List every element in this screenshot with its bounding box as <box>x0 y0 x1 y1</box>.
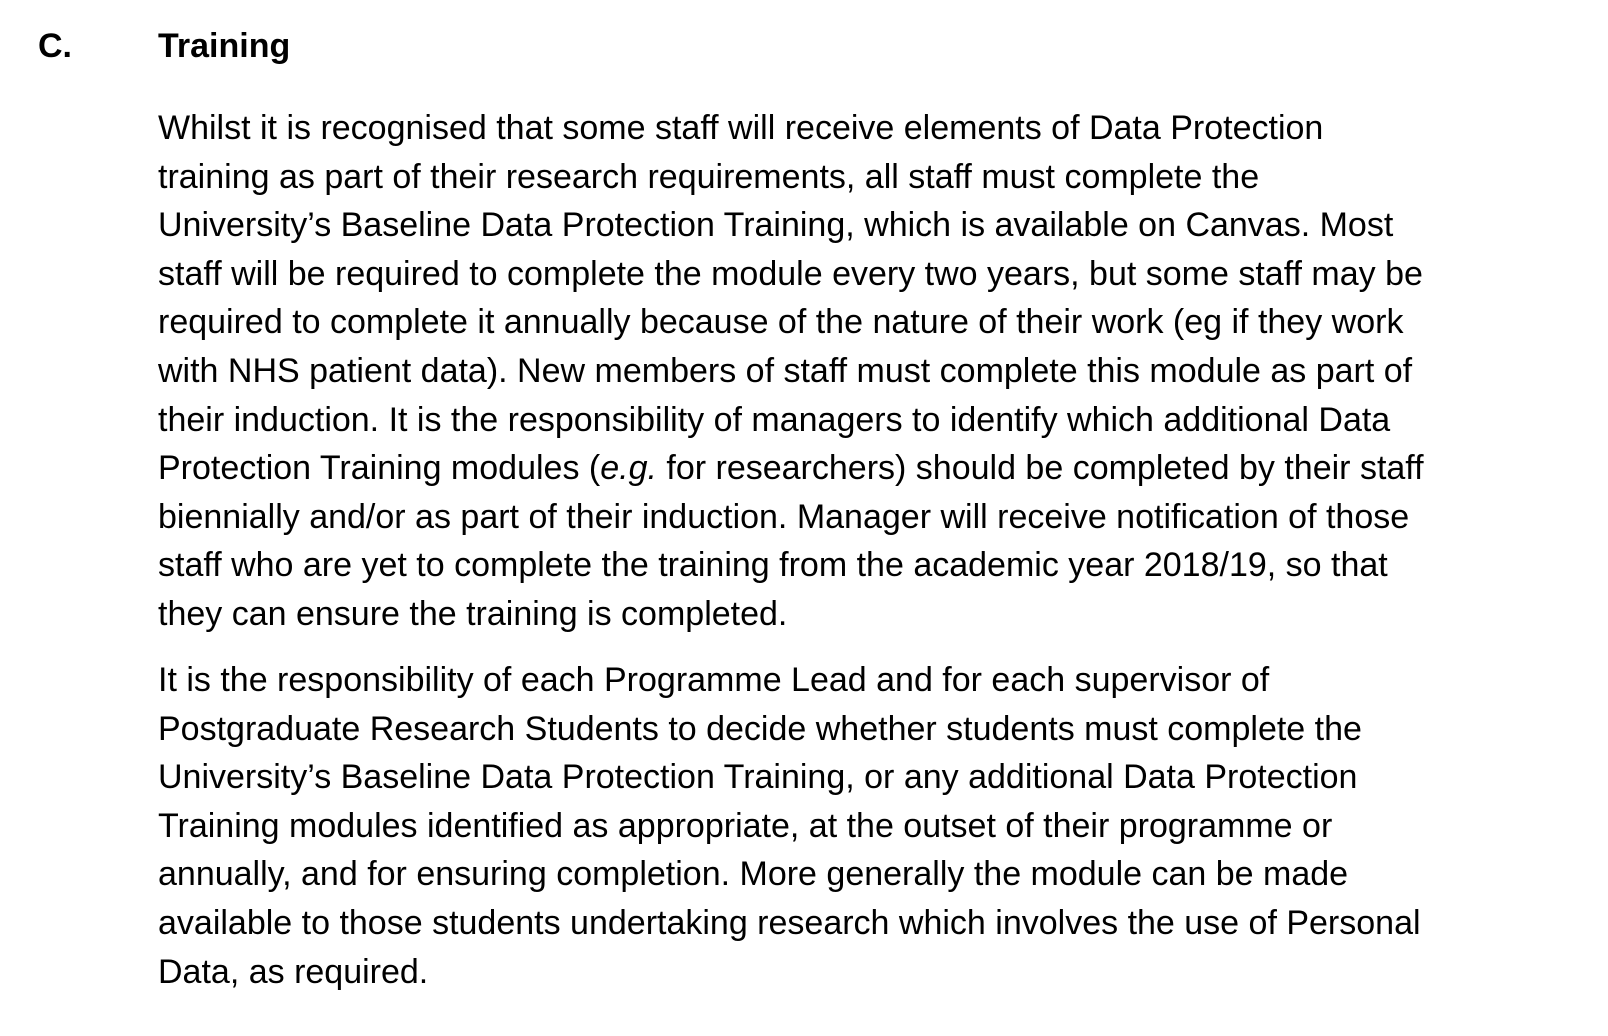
text-line: with NHS patient data). New members of staff must complete this module as part of <box>158 351 1413 390</box>
text-line: available to those students undertaking research which involves the use of Personal <box>158 903 1421 942</box>
text-line: University’s Baseline Data Protection Training, which is available on Canvas. Most <box>158 206 1394 245</box>
text-line-with-italic <box>158 444 1558 493</box>
text-line: It is the responsibility of each Programme Lead and for each supervisor of <box>158 661 1270 699</box>
italic-example-abbrev: e.g. <box>600 449 657 488</box>
text-fragment: Protection Training modules ( <box>158 449 601 488</box>
text-line: they can ensure the training is completed. <box>158 594 788 633</box>
text-line: required to complete it annually because of the nature of their work (eg if they work <box>158 303 1404 342</box>
text-line: staff will be required to complete the module every two years, but some staff may be <box>158 254 1423 293</box>
section-heading: Training <box>158 27 291 65</box>
text-line: Whilst it is recognised that some staff will receive elements of Data Protection <box>158 109 1324 147</box>
text-line: University’s Baseline Data Protection Training, or any additional Data Protection <box>158 758 1358 797</box>
text-line: Training modules identified as appropriate, at the outset of their programme or <box>158 806 1333 845</box>
text-line: staff who are yet to complete the training from the academic year 2018/19, so that <box>158 546 1388 585</box>
paragraph-staff-training <box>158 104 1558 639</box>
text-line: their induction. It is the responsibility of managers to identify which additional Data <box>158 400 1391 439</box>
paragraph-student-training <box>158 656 1558 996</box>
text-line: Data, as required. <box>158 952 429 991</box>
text-fragment: for researchers) should be completed by their staff <box>656 449 1424 488</box>
text-line: biennially and/or as part of their induction. Manager will receive notification of those <box>158 497 1410 536</box>
text-line: training as part of their research requirements, all staff must complete the <box>158 157 1260 196</box>
section-letter: C. <box>38 27 72 65</box>
text-line: annually, and for ensuring completion. More generally the module can be made <box>158 855 1349 894</box>
text-line: Postgraduate Research Students to decide whether students must complete the <box>158 709 1362 748</box>
